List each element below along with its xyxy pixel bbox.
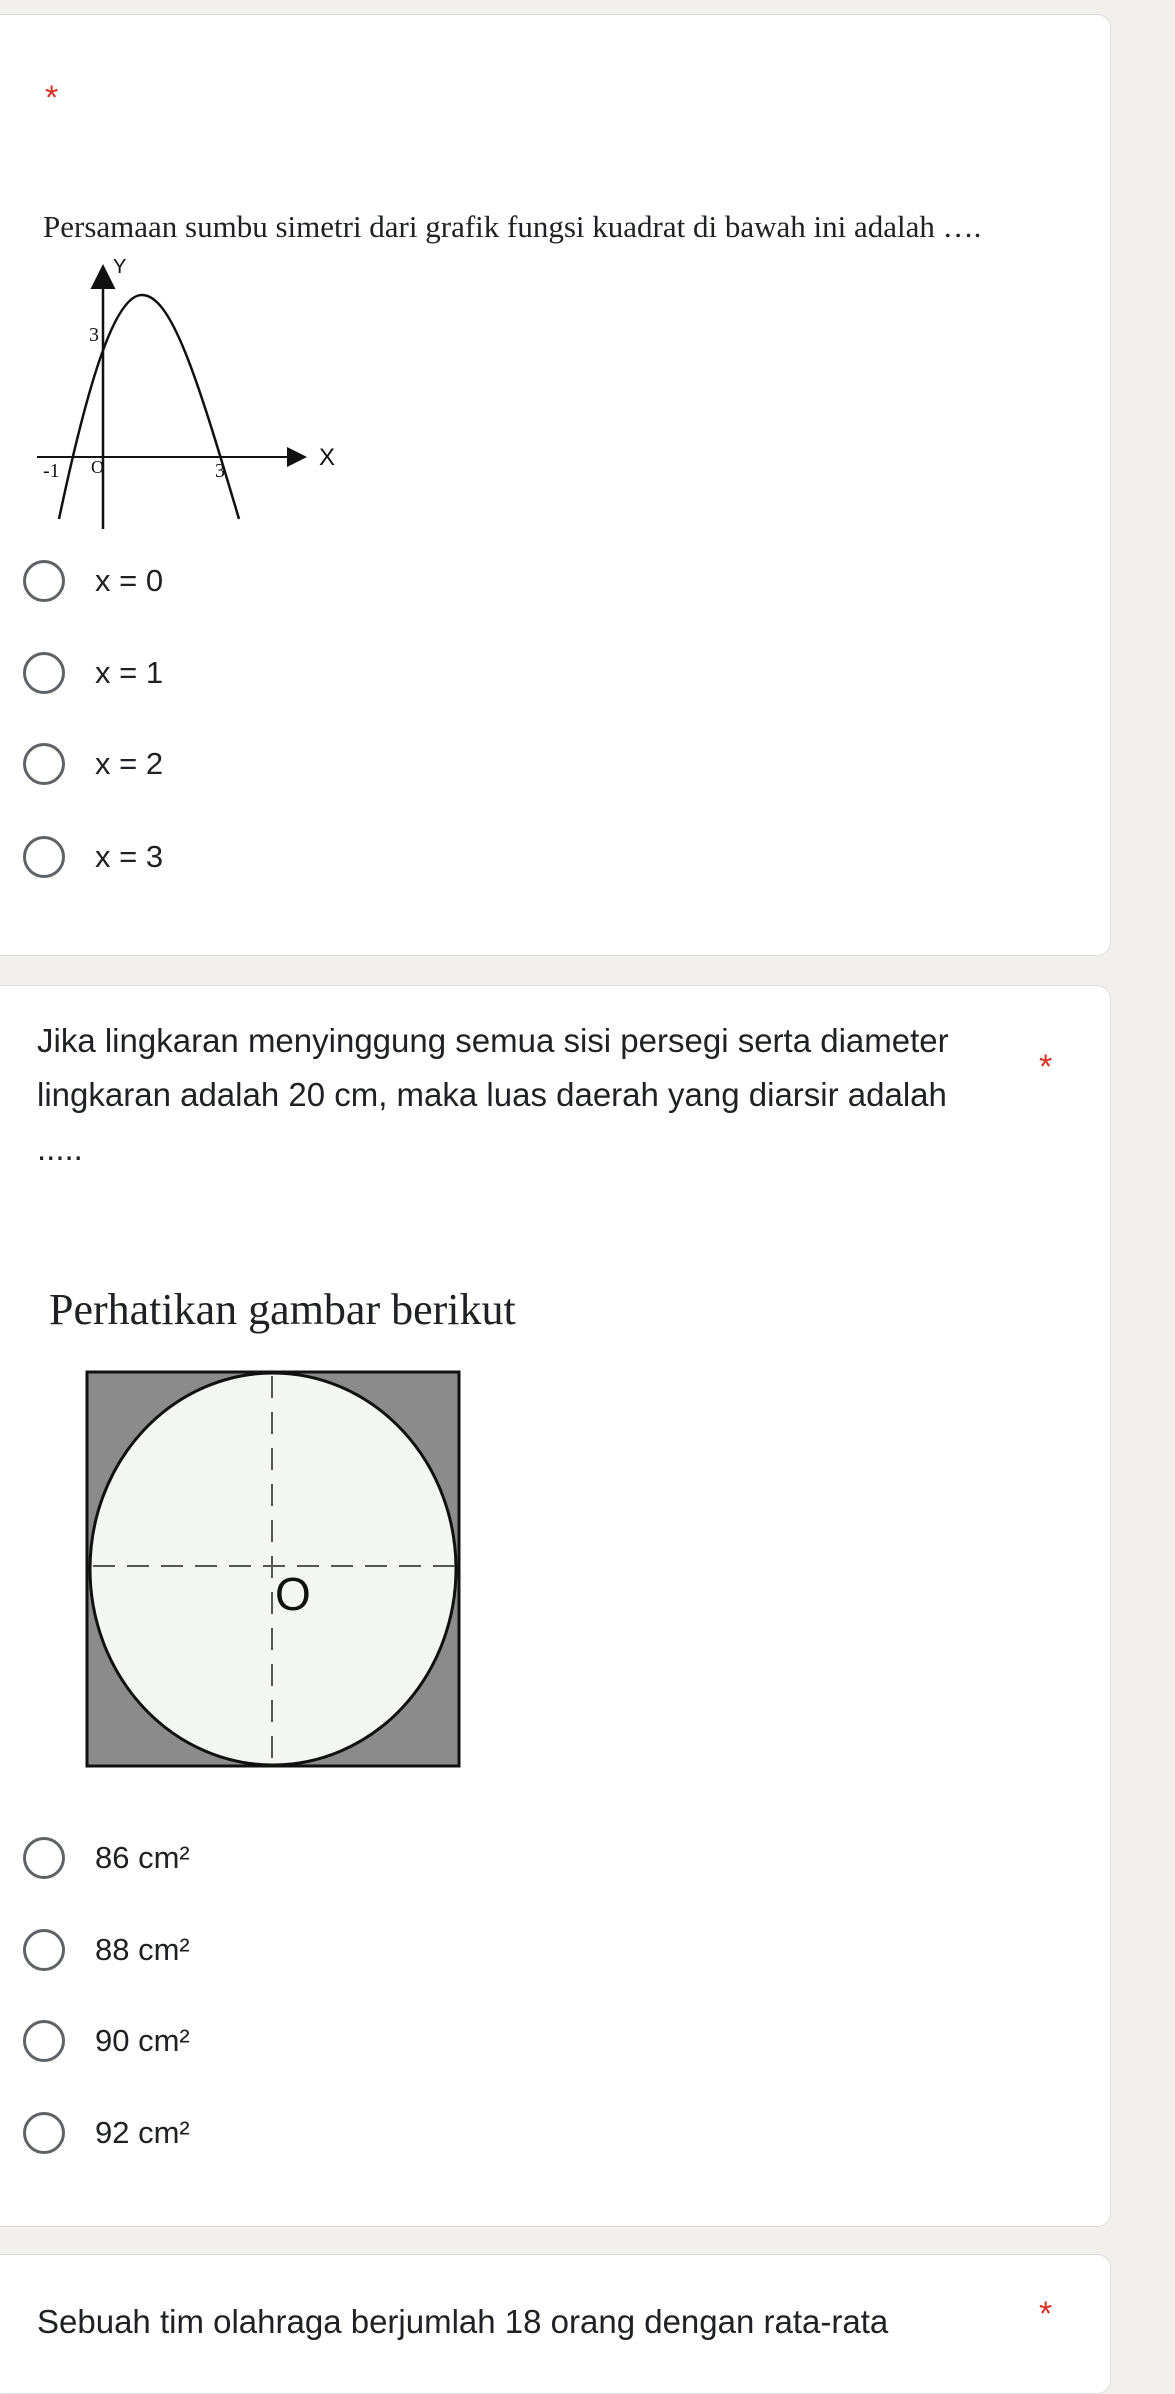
radio-button[interactable] bbox=[23, 836, 65, 878]
radio-button[interactable] bbox=[23, 560, 65, 602]
x-tick-3: 3 bbox=[215, 460, 225, 482]
question-card-3 bbox=[0, 2254, 1111, 2394]
option-x-0[interactable] bbox=[23, 556, 163, 606]
option-x-2[interactable] bbox=[23, 739, 163, 789]
required-asterisk: * bbox=[45, 79, 59, 117]
question-title: Persamaan sumbu simetri dari grafik fungsi kuadrat di bawah ini adalah …. bbox=[43, 209, 982, 244]
radio-button[interactable] bbox=[23, 743, 65, 785]
question-card-1 bbox=[0, 14, 1111, 956]
required-asterisk: * bbox=[1039, 1048, 1053, 1086]
option-label: 92 cm² bbox=[95, 2115, 190, 2150]
option-90[interactable] bbox=[23, 2016, 190, 2066]
parabola-graph bbox=[29, 247, 349, 537]
radio-button[interactable] bbox=[23, 1929, 65, 1971]
circle-in-square-figure bbox=[85, 1370, 465, 1770]
question-card-2 bbox=[0, 985, 1111, 2227]
center-label: O bbox=[275, 1568, 311, 1620]
x-tick-neg1: -1 bbox=[43, 460, 60, 482]
y-tick-3: 3 bbox=[89, 324, 99, 346]
option-88[interactable] bbox=[23, 1925, 190, 1975]
option-label: 90 cm² bbox=[95, 2023, 190, 2058]
option-x-1[interactable] bbox=[23, 648, 163, 698]
origin-label: O bbox=[91, 457, 104, 477]
question-title: Jika lingkaran menyinggung semua sisi persegi serta diameter lingkaran adalah 20 cm, maka luas daerah yang diarsir adalah ..... bbox=[37, 1022, 949, 1167]
radio-button[interactable] bbox=[23, 2112, 65, 2154]
radio-button[interactable] bbox=[23, 652, 65, 694]
option-label: 88 cm² bbox=[95, 1932, 190, 1967]
required-asterisk: * bbox=[1039, 2295, 1053, 2333]
option-label: x = 2 bbox=[95, 746, 164, 781]
option-label: x = 0 bbox=[95, 563, 164, 598]
y-axis-label: Y bbox=[113, 256, 127, 278]
option-x-3[interactable] bbox=[23, 832, 163, 882]
image-heading: Perhatikan gambar berikut bbox=[49, 1285, 516, 1334]
question-title: Sebuah tim olahraga berjumlah 18 orang dengan rata-rata bbox=[37, 2303, 889, 2340]
option-label: 86 cm² bbox=[95, 1840, 190, 1875]
x-axis-label: X bbox=[319, 444, 336, 471]
option-label: x = 1 bbox=[95, 655, 164, 690]
option-86[interactable] bbox=[23, 1833, 190, 1883]
radio-button[interactable] bbox=[23, 1837, 65, 1879]
option-92[interactable] bbox=[23, 2108, 190, 2158]
radio-button[interactable] bbox=[23, 2020, 65, 2062]
parabola-curve bbox=[59, 295, 239, 519]
option-label: x = 3 bbox=[95, 839, 164, 874]
